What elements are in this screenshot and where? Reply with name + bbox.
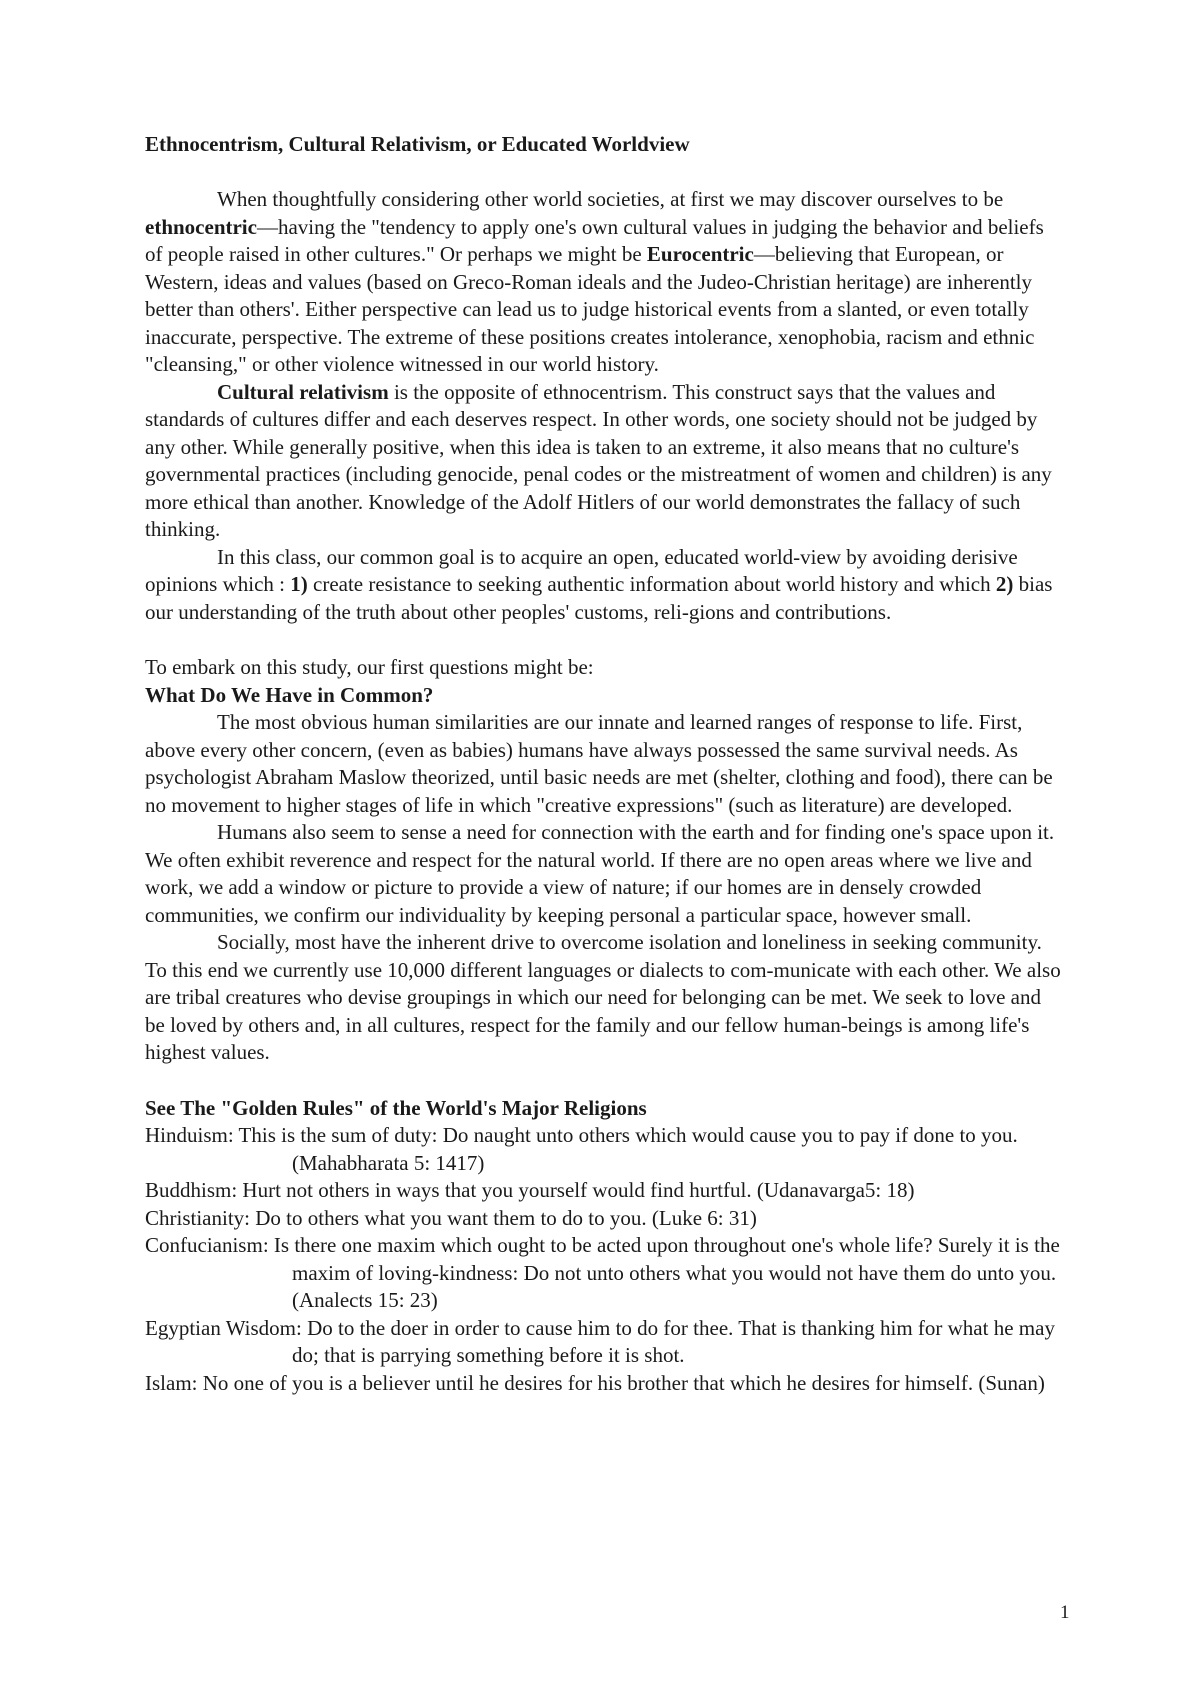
paragraph-class-goal [145,544,1065,627]
rule-egyptian: Egyptian Wisdom: Do to the doer in order to cause him to do for thee. That is thanking him for what he may do; that is parrying something before it is shot. [145,1315,1055,1367]
text-run: is the opposite of ethnocentrism. This construct says that the values and standards of cultures differ and each deserves respect. In other words, one society should not be judged by any other. While generally positive, when this idea is taken to an extreme, it also means that no culture's governmental practices (including genocide, penal codes or the mistreatment of women and children) is any more ethical than another. Knowledge of the Adolf Hitlers of our world demonstrates the fallacy of such thinking. [145,379,1052,541]
rule-islam: Islam: No one of you is a believer until he desires for his brother that which he desires for himself. (Sunan) [145,1370,1045,1395]
term-cultural-relativism: Cultural relativism [217,379,389,404]
paragraph-cultural-relativism [145,379,1065,544]
rule-christianity: Christianity: Do to others what you want them to do to you. (Luke 6: 31) [145,1205,757,1230]
section-heading-common: What Do We Have in Common? [145,682,434,707]
text-run: In this class, our common goal is to acquire an open, educated world-view by avoiding derisive opinions which : [145,544,1018,596]
text-run: —having the "tendency to apply one's own cultural values in judging the behavior and beliefs of people raised in other cultures." Or perhaps we might be [145,214,1044,266]
section-heading-golden-rules: See The "Golden Rules" of the World's Major Religions [145,1095,647,1120]
list-number: 2) [995,572,1014,596]
intro-line: To embark on this study, our first questions might be: [145,655,594,679]
blank-line [145,626,1065,654]
text-run: create resistance to seeking authentic information about world history and which [307,572,996,596]
page-number: 1 [1060,1602,1070,1623]
document-title: Ethnocentrism, Cultural Relativism, or Educated Worldview [145,132,690,156]
paragraph-similarities: The most obvious human similarities are our innate and learned ranges of response to life. First, above every other concern, (even as babies) humans have always possessed the same survival needs. As psychologist Abraham Maslow theorized, until basic needs are met (shelter, clothing and food), there can be no movement to higher stages of life in which "creative expressions" (such as literature) are developed. [145,710,1053,817]
list-number: 1) [290,572,308,596]
rule-confucianism: Confucianism: Is there one maxim which ought to be acted upon throughout one's whole life? Surely it is the maxim of loving-kindness: Do not unto others what you would not have them do unto you. (Analects 15: 23) [145,1233,1060,1312]
document-page [145,130,1065,1397]
blank-line [145,158,1065,186]
rule-buddhism: Buddhism: Hurt not others in ways that you yourself would find hurtful. (Udanavarga5: 18) [145,1178,915,1202]
paragraph-ethnocentrism [145,186,1065,379]
rule-hinduism: Hinduism: This is the sum of duty: Do naught unto others which would cause you to pay if done to you. (Mahabharata 5: 1417) [145,1123,1018,1175]
text-run: —believing that European, or Western, ideas and values (based on Greco-Roman ideals and the Judeo-Christian heritage) are inherently better than others'. Either perspective can lead us to judge historical events from a slanted, or even totally inaccurate, perspective. The extreme of these positions creates intolerance, xenophobia, racism and ethnic "cleansing," or other violence witnessed in our world history. [145,242,1035,376]
text-run: When thoughtfully considering other world societies, at first we may discover ourselves to be [217,187,1004,211]
term-eurocentric: Eurocentric [646,242,754,266]
paragraph-earth-connection: Humans also seem to sense a need for connection with the earth and for finding one's space upon it. We often exhibit reverence and respect for the natural world. If there are no open areas where we live and work, we add a window or picture to provide a view of nature; if our homes are in densely crowded communities, we confirm our individuality by keeping personal a particular space, however small. [145,820,1055,927]
blank-line [145,1067,1065,1095]
text-run: bias our understanding of the truth about other peoples' customs, reli-gions and contributions. [145,572,1053,624]
term-ethnocentric: ethnocentric [145,214,257,239]
paragraph-social: Socially, most have the inherent drive to overcome isolation and loneliness in seeking community. To this end we currently use 10,000 different languages or dialects to com-municate with each other. We also are tribal creatures who devise groupings in which our need for belonging can be met. We seek to love and be loved by others and, in all cultures, respect for the family and our fellow human-beings is among life's highest values. [145,930,1061,1064]
